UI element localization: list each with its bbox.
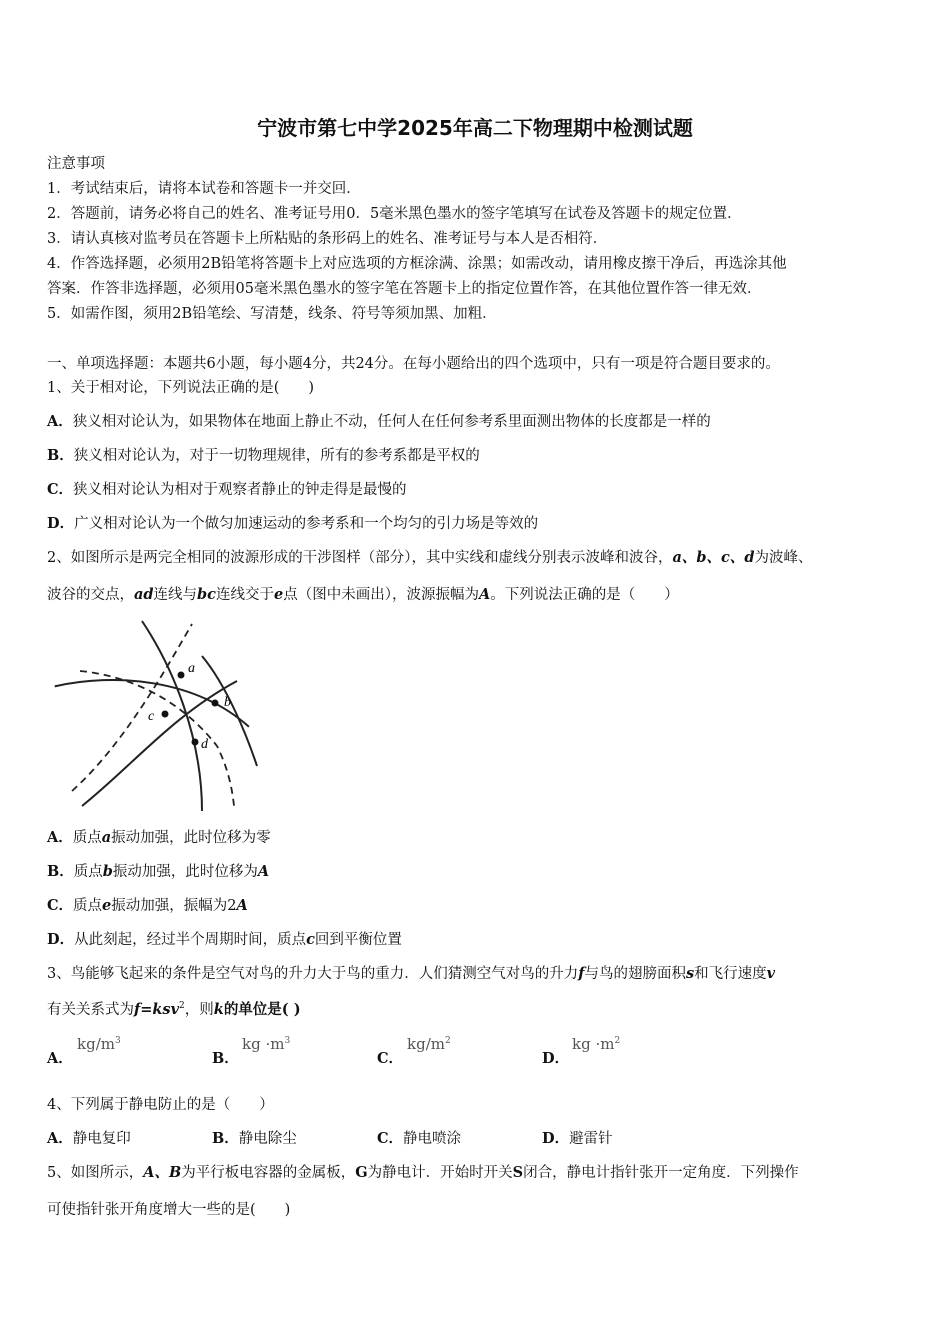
label-c: c <box>148 709 155 724</box>
notice-item: 4．作答选择题，必须用2B铅笔将答题卡上对应选项的方框涂满、涂黑；如需改动，请用橡皮擦干净后，再选涂其他 <box>47 256 787 272</box>
interference-figure <box>52 616 262 811</box>
notice-item: 答案．作答非选择题，必须用05毫米黑色墨水的签字笔在答题卡上的指定位置作答，在其他位置作答一律无效． <box>47 281 762 297</box>
question-1-option-a: A．狭义相对论认为，如果物体在地面上静止不动，任何人在任何参考系里面测出物体的长度都是一样的 <box>47 413 711 430</box>
notice-item: 2．答题前，请务必将自己的姓名、准考证号用0．5毫米黑色墨水的签字笔填写在试卷及答题卡的规定位置． <box>47 206 742 222</box>
question-3-stem-line1: 3、鸟能够飞起来的条件是空气对鸟的升力大于鸟的重力．人们猜测空气对鸟的升力f与鸟的翅膀面积s和飞行速度v <box>47 965 776 982</box>
notice-heading: 注意事项 <box>47 156 105 172</box>
question-1-option-d: D．广义相对论认为一个做匀加速运动的参考系和一个均匀的引力场是等效的 <box>47 515 539 532</box>
label-a: a <box>188 661 195 676</box>
question-4-option-a: A．静电复印 <box>47 1130 131 1147</box>
question-2-stem-line2: 波谷的交点，ad连线与bc连线交于e点（图中未画出），波源振幅为A。下列说法正确的是（ ） <box>47 586 679 603</box>
point-c <box>162 711 169 718</box>
point-a <box>178 672 185 679</box>
question-2-option-b: B．质点b振动加强，此时位移为A <box>47 863 270 880</box>
section-heading: 一、单项选择题：本题共6小题，每小题4分，共24分。在每小题给出的四个选项中，只有一项是符合题目要求的。 <box>47 356 780 372</box>
question-4-stem: 4、下列属于静电防止的是（ ） <box>47 1097 274 1113</box>
notice-item: 1．考试结束后，请将本试卷和答题卡一并交回． <box>47 181 361 197</box>
point-d <box>192 739 199 746</box>
question-5-stem-line2: 可使指针张开角度增大一些的是( ) <box>47 1202 291 1218</box>
page-title: 宁波市第七中学2025年高二下物理期中检测试题 <box>257 116 693 140</box>
question-1-stem: 1、关于相对论，下列说法正确的是( ) <box>47 380 315 396</box>
question-4-option-d: D．避雷针 <box>542 1130 613 1147</box>
question-2-option-c: C．质点e振动加强，振幅为2A <box>47 897 248 914</box>
question-2-option-d: D．从此刻起，经过半个周期时间，质点c回到平衡位置 <box>47 931 402 948</box>
label-b: b <box>224 695 231 710</box>
question-3-options: A． $kg/m^3$ B． kg $\cdot m^3$ C． $kg/m^2$ D． kg $\cdot m^2$ <box>47 1035 621 1067</box>
notice-item: 5．如需作图，须用2B铅笔绘、写清楚，线条、符号等须加黑、加粗． <box>47 306 497 322</box>
question-4-option-b: B．静电除尘 <box>212 1130 297 1147</box>
point-b <box>212 700 219 707</box>
question-4-option-c: C．静电喷涂 <box>377 1130 462 1147</box>
question-2-stem-line1: 2、如图所示是两完全相同的波源形成的干涉图样（部分），其中实线和虚线分别表示波峰和波谷，a、b、c、d为波峰、 <box>47 549 813 566</box>
label-d: d <box>201 737 208 752</box>
trough-arc <box>72 624 192 791</box>
question-2-option-a: A．质点a振动加强，此时位移为零 <box>47 829 271 846</box>
question-5-stem-line1: 5、如图所示，A、B为平行板电容器的金属板，G为静电计．开始时开关S闭合，静电计指针张开一定角度．下列操作 <box>47 1164 799 1181</box>
question-3-stem-line2: 有关关系式为f=ksv$^2$，则k的单位是( ) <box>47 1001 301 1018</box>
question-1-option-b: B．狭义相对论认为，对于一切物理规律，所有的参考系都是平权的 <box>47 447 480 464</box>
question-1-option-c: C．狭义相对论认为相对于观察者静止的钟走得是最慢的 <box>47 481 407 498</box>
notice-item: 3．请认真核对监考员在答题卡上所粘贴的条形码上的姓名、准考证号与本人是否相符． <box>47 231 608 247</box>
